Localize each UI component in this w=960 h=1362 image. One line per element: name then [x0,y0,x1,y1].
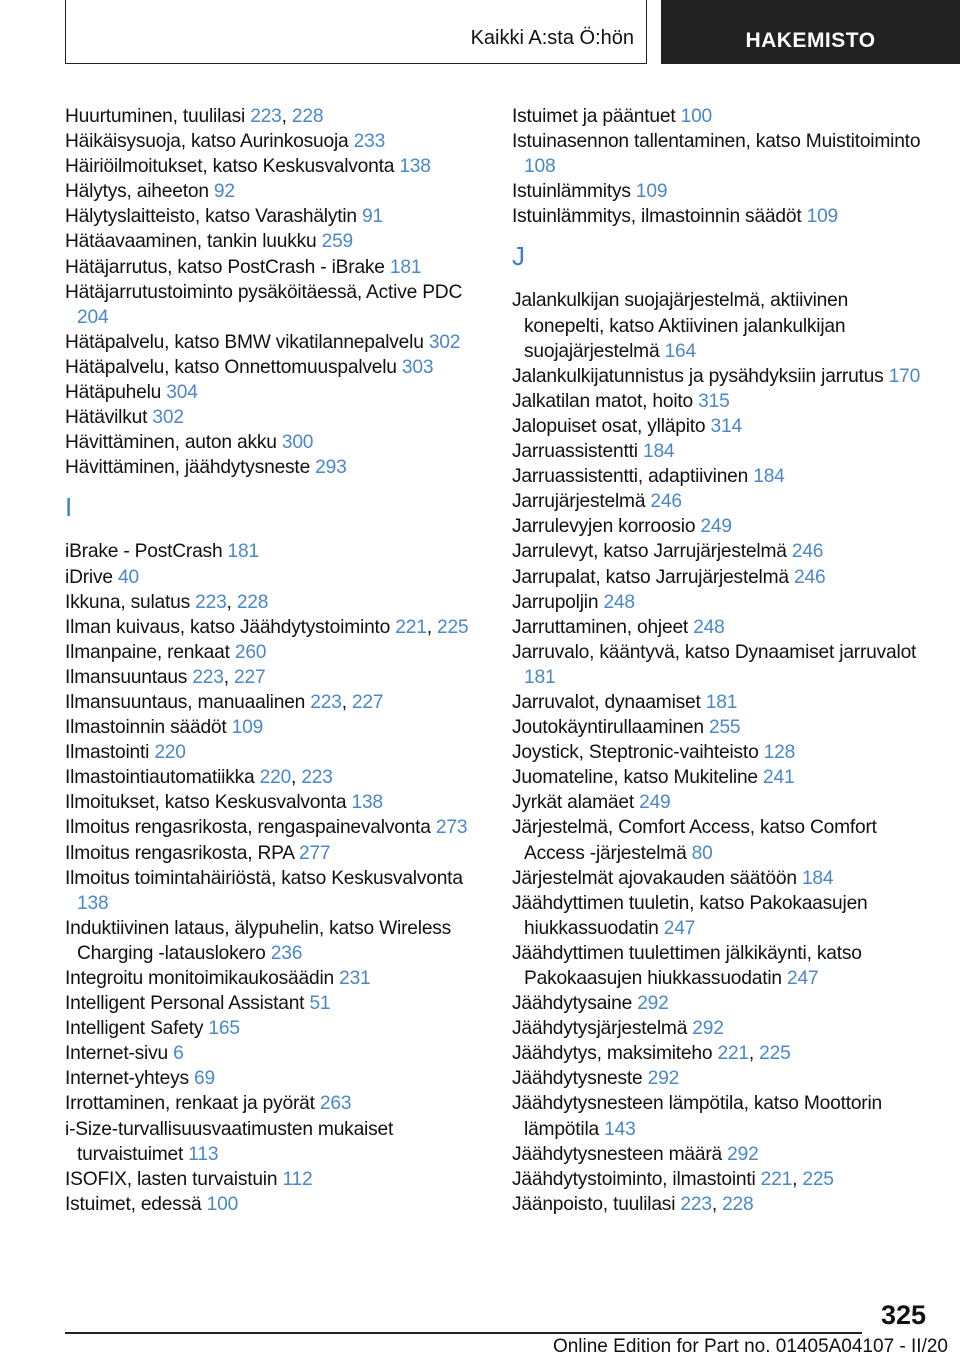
page-link[interactable]: 80 [691,842,713,864]
page-separator: , [281,106,292,127]
page-separator: , [223,666,235,688]
index-term: Jäänpoisto, tuulilasi [512,1193,681,1215]
page-link[interactable]: 181 [705,691,738,713]
index-term: Istuinasennon tallentaminen, katso Muistitoiminto [512,131,921,153]
page-link[interactable]: 92 [213,181,235,203]
index-term: Intelligent Safety [65,1018,209,1040]
index-entry [65,565,490,590]
index-entry [65,355,490,380]
index-entry [65,640,490,665]
page-link[interactable]: 247 [663,917,696,939]
page-link[interactable]: 246 [794,566,826,588]
page-link[interactable]: 233 [353,131,386,153]
page-link[interactable]: 40 [117,566,139,588]
index-term: Jäähdyttimen tuuletin, katso Pakokaasujen hiukkassuodatin [512,892,868,939]
footer-divider [65,1332,862,1334]
index-entry [512,204,932,229]
index-term: Jarruassistentti [512,441,643,463]
index-term: Hätäjarrutustoiminto pysäköitäessä, Active PDC [65,281,463,303]
page-link[interactable]: 220 [259,767,292,789]
index-entry [512,129,932,179]
index-term: iBrake - PostCrash [65,541,228,563]
index-entry [512,1142,932,1167]
index-term: Ilmoitus rengasrikosta, RPA [65,842,299,864]
index-entry [512,288,932,363]
index-entry [512,414,932,439]
index-term: Ilman kuivaus, katso Jäähdytystoiminto [65,616,396,638]
page-link[interactable]: 165 [208,1018,240,1040]
index-term: Istuimet, edessä [65,1193,207,1215]
index-entry [65,740,490,765]
index-entry [65,690,490,715]
page-link[interactable]: 300 [281,432,314,454]
index-term: Järjestelmät ajovakauden säätöön [512,867,802,889]
page-link[interactable]: 246 [791,541,824,563]
page-link[interactable]: 228 [291,106,324,127]
page-link[interactable]: 225 [759,1043,791,1065]
index-term: ISOFIX, lasten turvaistuin [65,1168,283,1190]
footer-edition: Online Edition for Part no. 01405A04107 - II/20 [552,1336,948,1357]
page-link[interactable]: 293 [315,457,347,479]
index-entry [65,104,490,129]
index-term: Jäähdytysnesteen määrä [512,1143,728,1165]
index-entry [512,715,932,740]
page-link[interactable]: 225 [802,1168,834,1190]
page-link[interactable]: 138 [351,792,383,814]
index-term: Joutokäyntirullaaminen [512,717,709,739]
index-entry [65,841,490,866]
index-entry [512,389,932,414]
index-term: Jäähdytysnesteen lämpötila, katso Moottorin lämpötila [512,1093,883,1140]
index-term: Jarruttaminen, ohjeet [512,616,694,638]
page-link[interactable]: 108 [524,156,556,178]
page-link[interactable]: 100 [206,1193,239,1215]
index-entry [512,565,932,590]
index-letter-heading: J [512,241,525,272]
index-term: Ilmansuuntaus, manuaalinen [65,691,311,713]
index-term: Jäähdyttimen tuulettimen jälkikäynti, katso Pakokaasujen hiukkassuodatin [512,942,862,989]
index-term: Ikkuna, sulatus [65,591,196,613]
page-link[interactable]: 277 [298,842,331,864]
page-link[interactable]: 113 [188,1143,219,1165]
index-entry [65,615,490,640]
index-term: iDrive [65,566,118,588]
index-term: Hävittäminen, jäähdytysneste [65,457,316,479]
index-term: Ilmoitukset, katso Keskusvalvonta [65,792,352,814]
page-separator: , [426,616,437,638]
page-link[interactable]: 302 [152,407,184,429]
index-term: Istuinlämmitys [512,181,636,203]
page-link[interactable]: 223 [195,591,227,613]
index-entry [512,740,932,765]
page-separator: , [226,591,237,613]
page-link[interactable]: 248 [603,591,635,613]
index-term: Hälytyslaitteisto, katso Varashälytin [65,206,363,228]
page-separator: , [291,767,302,789]
page-link[interactable]: 6 [173,1043,184,1065]
page-link[interactable]: 302 [428,331,461,353]
index-entry [65,1117,490,1167]
index-term: Järjestelmä, Comfort Access, katso Comfort Access -järjestelmä [512,817,877,864]
index-entry [65,665,490,690]
page-link[interactable]: 225 [436,616,469,638]
page-separator: , [748,1043,760,1065]
index-term: Internet-yhteys [65,1068,195,1090]
page-link[interactable]: 223 [680,1193,712,1215]
page-link[interactable]: 227 [351,691,384,713]
index-tab[interactable] [661,0,960,64]
page-link[interactable]: 228 [722,1193,754,1215]
index-term: Ilmanpaine, renkaat [65,641,235,663]
index-entry [65,380,490,405]
index-tab-label: HAKEMISTO [745,29,876,52]
index-term: Ilmoitus rengasrikosta, rengaspainevalvonta [65,817,436,839]
index-entry [65,129,490,154]
index-entry [512,815,932,865]
page-link[interactable]: 138 [399,156,431,178]
index-term: Häikäisysuoja, katso Aurinkosuoja [65,131,354,153]
index-term: Jarruvalot, dynaamiset [512,691,706,713]
page-link[interactable]: 223 [192,666,224,688]
index-term: Jäähdytysaine [512,993,638,1015]
index-entry [512,179,932,204]
index-term: Jarrupalat, katso Jarrujärjestelmä [512,566,794,588]
index-term: Jäähdytysneste [512,1068,648,1090]
page-link[interactable]: 228 [236,591,269,613]
index-term: Ilmoitus toimintahäiriöstä, katso Keskusvalvonta [65,867,463,889]
index-entry [65,966,490,991]
index-term: Jarrulevyt, katso Jarrujärjestelmä [512,541,792,563]
index-entry [512,866,932,891]
index-term: Irrottaminen, renkaat ja pyörät [65,1093,320,1115]
page-link[interactable]: 220 [154,742,186,764]
page-link[interactable]: 231 [339,968,371,989]
page-link[interactable]: 181 [227,541,259,563]
index-entry [65,1091,490,1116]
page-link[interactable]: 109 [231,717,264,739]
index-term: Juomateline, katso Mukiteline [512,767,764,789]
index-term: Jalankulkijatunnistus ja pysähdyksiin jarrutus [512,365,889,387]
index-term: Joystick, Steptronic-vaihteisto [512,742,764,764]
index-term: Jäähdytys, maksimiteho [512,1043,718,1065]
index-entry [65,179,490,204]
page-link[interactable]: 109 [806,206,839,228]
index-term: Hätäjarrutus, katso PostCrash - iBrake [65,256,390,278]
index-term: Intelligent Personal Assistant [65,993,310,1015]
page-link[interactable]: 181 [389,256,422,278]
page-link[interactable]: 273 [435,817,468,839]
index-entry [65,916,490,966]
index-entry [65,1066,490,1091]
index-entry [512,1041,932,1066]
page-link[interactable]: 304 [166,382,198,404]
index-entry [512,690,932,715]
page-link[interactable]: 184 [801,867,834,889]
index-term: Jalkatilan matot, hoito [512,390,699,412]
page-link[interactable]: 292 [637,993,669,1015]
page-link[interactable]: 223 [310,691,342,713]
index-term: Jalopuiset osat, ylläpito [512,415,711,437]
page-link[interactable]: 221 [760,1168,793,1190]
page-link[interactable]: 247 [787,968,819,989]
page-link[interactable]: 303 [401,356,434,378]
index-entry [512,104,932,129]
index-term: Istuinlämmitys, ilmastoinnin säädöt [512,206,807,228]
index-term: Jyrkät alamäet [512,792,640,814]
index-term: i-Size-turvallisuusvaatimusten mukaiset turvaistuimet [65,1118,394,1165]
index-entry [65,1016,490,1041]
page-link[interactable]: 263 [319,1093,352,1115]
page-link[interactable]: 315 [698,390,730,412]
index-entry [65,765,490,790]
index-term: Hätäpalvelu, katso BMW vikatilannepalvelu [65,331,429,353]
index-term: Induktiivinen lataus, älypuhelin, katso Wireless Charging -latauslokero [65,917,452,964]
index-term: Istuimet ja pääntuet [512,106,681,127]
page-link[interactable]: 128 [763,742,796,764]
page-link[interactable]: 109 [635,181,668,203]
index-term: Jäähdytystoiminto, ilmastointi [512,1168,761,1190]
page-separator: , [711,1193,723,1215]
page-link[interactable]: 260 [234,641,267,663]
page-link[interactable]: 184 [642,441,675,463]
index-entry [512,765,932,790]
page-separator: , [792,1168,803,1190]
page-link[interactable]: 223 [250,106,282,127]
page-link[interactable]: 227 [234,666,266,688]
index-entry [65,539,490,564]
index-entry [512,590,932,615]
index-term: Hätäpuhelu [65,382,167,404]
index-column-right [512,104,932,1217]
index-term: Hätäavaaminen, tankin luukku [65,231,322,253]
index-term: Jarruvalo, kääntyvä, katso Dynaamiset jarruvalot [512,641,917,663]
page-link[interactable]: 314 [710,415,742,437]
index-entry [65,405,490,430]
index-entry [512,439,932,464]
page-link[interactable]: 236 [270,942,303,964]
page-link[interactable]: 292 [727,1143,759,1165]
page-link[interactable]: 164 [664,340,696,362]
index-entry [512,640,932,690]
page-link[interactable]: 69 [194,1068,215,1090]
index-term: Jarrulevyjen korroosio [512,516,701,538]
index-entry [65,430,490,455]
page-number: 325 [880,1300,926,1330]
index-entry [512,464,932,489]
index-term: Jarrujärjestelmä [512,491,651,513]
index-entry [512,1066,932,1091]
index-entry [512,1091,932,1141]
page-link[interactable]: 51 [309,993,331,1015]
page-link[interactable]: 255 [708,717,741,739]
index-term: Hälytys, aiheeton [65,181,214,203]
index-term: Ilmansuuntaus [65,666,193,688]
index-term: Jäähdytysjärjestelmä [512,1018,693,1040]
index-entry [65,154,490,179]
index-entry [512,539,932,564]
index-entry [65,330,490,355]
index-entry [65,455,490,480]
index-term: Ilmastointi [65,742,155,764]
page-link[interactable]: 246 [650,491,682,513]
page-link[interactable]: 100 [680,106,713,127]
index-entry [512,991,932,1016]
index-term: Ilmastointiautomatiikka [65,767,260,789]
index-entry [512,489,932,514]
page-link[interactable]: 241 [763,767,795,789]
page-link[interactable]: 221 [395,616,427,638]
index-entry [512,1016,932,1041]
page-link[interactable]: 91 [362,206,383,228]
index-term: Häiriöilmoitukset, katso Keskusvalvonta [65,156,400,178]
index-entry [512,1192,932,1217]
index-term: Internet-sivu [65,1043,174,1065]
section-title: Kaikki A:sta Ö:hön [470,27,634,49]
page-link[interactable]: 181 [524,666,556,688]
index-term: Hävittäminen, auton akku [65,432,282,454]
index-letter-heading: I [65,492,73,523]
page-link[interactable]: 292 [692,1018,724,1040]
page-link[interactable]: 249 [639,792,671,814]
index-term: Huurtuminen, tuulilasi [65,106,251,127]
index-entry [65,991,490,1016]
index-entry [65,715,490,740]
index-entry [65,1167,490,1192]
index-entry [65,866,490,916]
page-link[interactable]: 248 [693,616,725,638]
index-entry [65,590,490,615]
page-separator: , [341,691,352,713]
page-link[interactable]: 170 [888,365,921,387]
index-entry [65,255,490,280]
page-link[interactable]: 221 [717,1043,749,1065]
page-link[interactable]: 112 [282,1168,313,1190]
index-entry [512,790,932,815]
index-entry [512,364,932,389]
index-term: Hätävilkut [65,407,153,429]
index-entry [65,790,490,815]
index-term: Jarrupoljin [512,591,604,613]
index-column-left [65,104,490,1217]
page-link[interactable]: 184 [753,466,785,488]
index-term: Jarruassistentti, adaptiivinen [512,466,754,488]
page-link[interactable]: 138 [77,892,109,914]
index-entry [512,891,932,941]
index-entry [512,941,932,991]
index-entry [65,280,490,330]
index-term: Integroitu monitoimikaukosäädin [65,968,340,989]
page-link[interactable]: 204 [77,306,109,328]
page-link[interactable]: 249 [700,516,732,538]
index-entry [65,229,490,254]
page-link[interactable]: 143 [604,1118,636,1140]
page-link[interactable]: 223 [301,767,333,789]
page-link[interactable]: 259 [321,231,354,253]
index-term: Ilmastoinnin säädöt [65,717,232,739]
index-entry [65,1041,490,1066]
index-term: Hätäpalvelu, katso Onnettomuuspalvelu [65,356,402,378]
index-entry [512,1167,932,1192]
index-entry [512,514,932,539]
index-term: Jalankulkijan suojajärjestelmä, aktiivinen konepelti, katso Aktiivinen jalankulkijan suojajärjestelmä [512,290,849,362]
index-entry [512,615,932,640]
index-entry [65,204,490,229]
index-entry [65,1192,490,1217]
index-entry [65,815,490,840]
page-link[interactable]: 292 [647,1068,680,1090]
